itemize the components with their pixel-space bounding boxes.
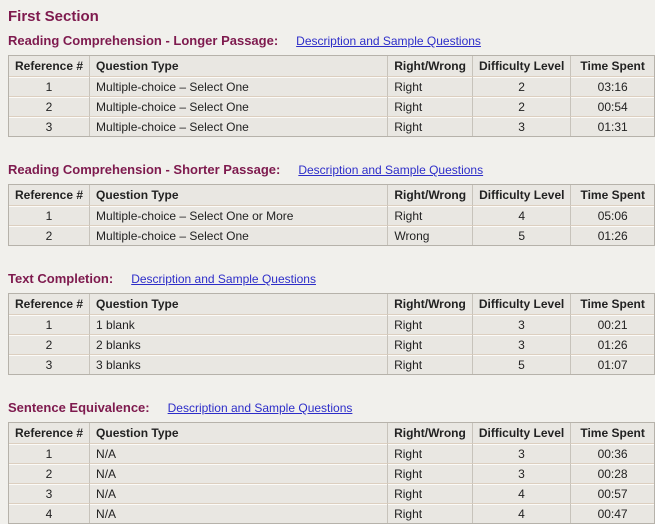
column-header: Difficulty Level	[472, 294, 570, 314]
section-heading-row	[8, 161, 655, 179]
column-header: Time Spent	[570, 423, 654, 443]
results-table	[8, 293, 655, 375]
table-cell: 01:26	[570, 225, 654, 245]
column-header: Question Type	[89, 56, 387, 76]
column-header: Right/Wrong	[387, 185, 472, 205]
table-cell: 2 blanks	[89, 334, 387, 354]
table-cell: 2	[472, 96, 570, 116]
column-header: Reference #	[15, 188, 84, 202]
table-header	[9, 294, 654, 314]
table-cell: 00:57	[570, 483, 654, 503]
table-cell: 2	[9, 334, 89, 354]
column-header: Time Spent	[570, 56, 654, 76]
table-row	[9, 463, 654, 483]
table-row	[9, 205, 654, 225]
table-body	[9, 443, 654, 523]
table-cell: 4	[472, 503, 570, 523]
table-row	[9, 334, 654, 354]
section-heading: Reading Comprehension - Shorter Passage:	[8, 162, 281, 177]
table-cell: Right	[387, 463, 472, 483]
section-heading: Text Completion:	[8, 271, 114, 286]
table-cell: 01:31	[570, 116, 654, 136]
table-cell: Multiple-choice – Select One	[89, 76, 387, 96]
table-cell: N/A	[89, 463, 387, 483]
table-cell: 3	[9, 483, 89, 503]
table-cell: 01:07	[570, 354, 654, 374]
table-cell: Right	[387, 503, 472, 523]
section-heading: Sentence Equivalence:	[8, 400, 150, 415]
column-header: Question Type	[89, 294, 387, 314]
table-cell: 3	[472, 463, 570, 483]
table-cell: Right	[387, 443, 472, 463]
results-table	[8, 55, 655, 137]
table-cell: Right	[387, 76, 472, 96]
table-row	[9, 483, 654, 503]
table-cell: Multiple-choice – Select One	[89, 116, 387, 136]
table-header	[9, 56, 654, 76]
table-row	[9, 314, 654, 334]
table-cell: Multiple-choice – Select One or More	[89, 205, 387, 225]
table-cell: 2	[9, 463, 89, 483]
table-body	[9, 205, 654, 245]
results-table	[8, 422, 655, 524]
column-header: Time Spent	[570, 185, 654, 205]
table-cell: 2	[9, 96, 89, 116]
description-and-sample-questions-link[interactable]: Description and Sample Questions	[298, 163, 484, 177]
table-cell: Right	[387, 96, 472, 116]
column-header: Difficulty Level	[472, 423, 570, 443]
table-cell: 4	[9, 503, 89, 523]
table-cell: 05:06	[570, 205, 654, 225]
table-cell: 3	[472, 314, 570, 334]
table-header	[9, 423, 654, 443]
table-row	[9, 354, 654, 374]
table-cell: 5	[472, 354, 570, 374]
column-header: Reference #	[15, 426, 84, 440]
column-header: Right/Wrong	[387, 56, 472, 76]
column-header: Question Type	[89, 185, 387, 205]
section-reading-comprehension-shorter-passage	[8, 161, 655, 246]
table-cell: Right	[387, 314, 472, 334]
table-body	[9, 76, 654, 136]
table-cell: Right	[387, 483, 472, 503]
table-cell: 3	[472, 334, 570, 354]
column-header: Time Spent	[570, 294, 654, 314]
table-cell: 2	[9, 225, 89, 245]
table-cell: 1	[9, 314, 89, 334]
section-heading-row	[8, 270, 655, 288]
table-cell: 1 blank	[89, 314, 387, 334]
table-header-row	[9, 423, 654, 443]
table-row	[9, 96, 654, 116]
section-text-completion	[8, 270, 655, 375]
table-cell: 00:21	[570, 314, 654, 334]
table-cell: 00:47	[570, 503, 654, 523]
table-row	[9, 116, 654, 136]
table-cell: 03:16	[570, 76, 654, 96]
table-cell: Right	[387, 205, 472, 225]
table-cell: 5	[472, 225, 570, 245]
table-body	[9, 314, 654, 374]
table-row	[9, 225, 654, 245]
description-and-sample-questions-link[interactable]: Description and Sample Questions	[167, 401, 353, 415]
table-cell: 3	[9, 116, 89, 136]
table-cell: N/A	[89, 483, 387, 503]
table-cell: 1	[9, 205, 89, 225]
table-cell: Right	[387, 334, 472, 354]
page-title: First Section	[8, 8, 99, 25]
description-and-sample-questions-link[interactable]: Description and Sample Questions	[296, 34, 481, 48]
table-row	[9, 76, 654, 96]
table-row	[9, 443, 654, 463]
table-header-row	[9, 294, 654, 314]
table-cell: Multiple-choice – Select One	[89, 96, 387, 116]
column-header: Reference #	[15, 59, 84, 73]
table-cell: 1	[9, 443, 89, 463]
column-header: Question Type	[89, 423, 387, 443]
table-cell: 3	[9, 354, 89, 374]
table-cell: N/A	[89, 443, 387, 463]
table-cell: 4	[472, 483, 570, 503]
table-cell: N/A	[89, 503, 387, 523]
section-heading-row	[8, 399, 655, 417]
section-heading: Reading Comprehension - Longer Passage:	[8, 33, 279, 48]
table-header-row	[9, 185, 654, 205]
table-cell: Multiple-choice – Select One	[89, 225, 387, 245]
section-reading-comprehension-longer-passage	[8, 32, 655, 137]
table-cell: 4	[472, 205, 570, 225]
sections-container	[8, 32, 655, 524]
table-cell: 3	[472, 443, 570, 463]
table-header	[9, 185, 654, 205]
section-heading-row	[8, 32, 655, 50]
table-cell: Right	[387, 116, 472, 136]
column-header: Right/Wrong	[387, 294, 472, 314]
table-cell: 3	[472, 116, 570, 136]
table-cell: 3 blanks	[89, 354, 387, 374]
description-and-sample-questions-link[interactable]: Description and Sample Questions	[131, 272, 316, 286]
column-header: Difficulty Level	[472, 56, 570, 76]
table-cell: 1	[9, 76, 89, 96]
table-cell: Wrong	[387, 225, 472, 245]
table-cell: 01:26	[570, 334, 654, 354]
table-row	[9, 503, 654, 523]
results-table	[8, 184, 655, 246]
table-cell: 00:28	[570, 463, 654, 483]
table-cell: 00:36	[570, 443, 654, 463]
column-header: Difficulty Level	[472, 185, 570, 205]
column-header: Reference #	[15, 297, 84, 311]
table-header-row	[9, 56, 654, 76]
column-header: Right/Wrong	[387, 423, 472, 443]
table-cell: Right	[387, 354, 472, 374]
table-cell: 2	[472, 76, 570, 96]
section-sentence-equivalence	[8, 399, 655, 524]
table-cell: 00:54	[570, 96, 654, 116]
